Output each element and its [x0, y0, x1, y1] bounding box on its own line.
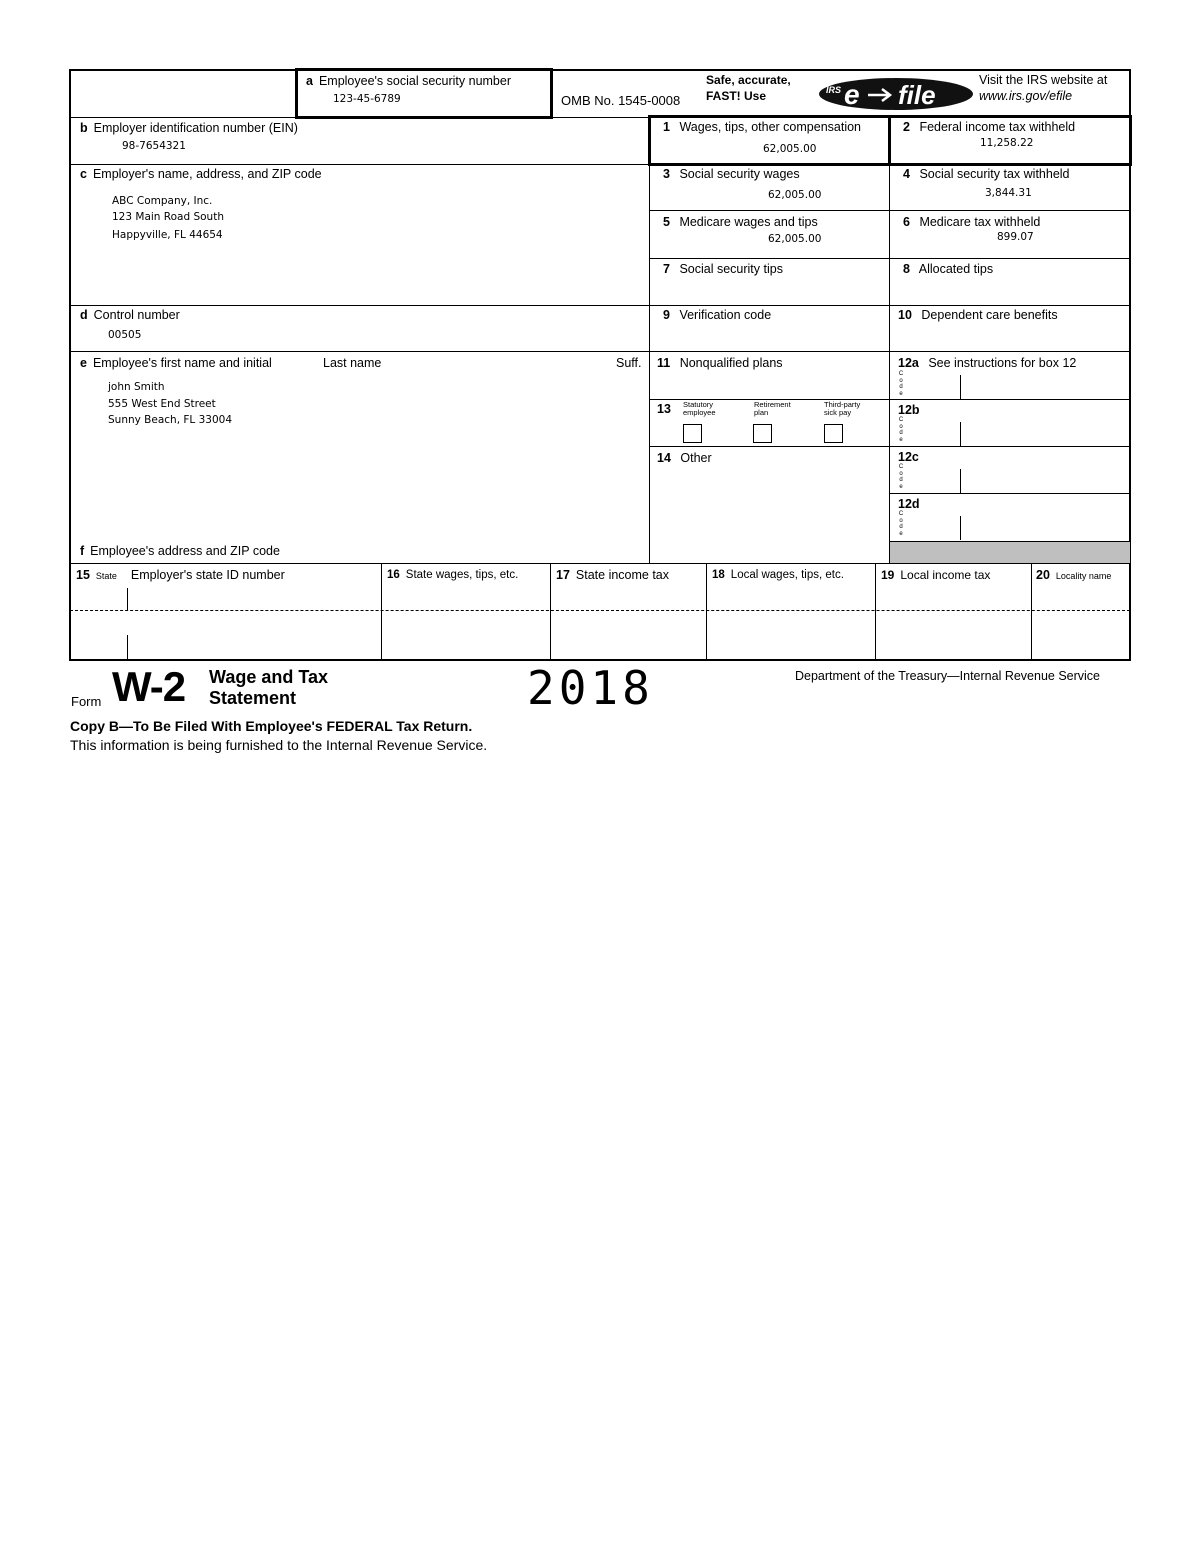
- code-label-12c: C o d e: [898, 464, 904, 490]
- svg-text:file: file: [898, 80, 936, 110]
- box-11-label: 11 Nonqualified plans: [657, 356, 783, 370]
- retirement-label: Retirement plan: [754, 400, 791, 417]
- efile-visit-2: www.irs.gov/efile: [979, 89, 1073, 103]
- box-2-value: 11,258.22: [980, 137, 1034, 149]
- third-party-sick-pay-checkbox[interactable]: [824, 424, 843, 443]
- box-e-suffix-label: Suff.: [616, 356, 642, 370]
- code-label-12a: C o d e: [898, 371, 904, 397]
- ein-value: 98-7654321: [122, 140, 186, 152]
- box-9-label: 9 Verification code: [663, 308, 772, 322]
- box-15-label: 15 State Employer's state ID number: [76, 568, 285, 582]
- box-f-label: f Employee's address and ZIP code: [80, 544, 280, 558]
- box-d-label: d Control number: [80, 308, 180, 322]
- box-7-label: 7 Social security tips: [663, 262, 783, 276]
- box-c-label: c Employer's name, address, and ZIP code: [80, 167, 322, 181]
- box-e-last-name-label: Last name: [323, 356, 382, 370]
- box-12d-label: 12d: [898, 497, 920, 511]
- box-3-label: 3 Social security wages: [663, 167, 800, 181]
- copy-b-line: Copy B—To Be Filed With Employee's FEDERAL Tax Return.: [70, 718, 473, 734]
- box-18-label: 18 Local wages, tips, etc.: [712, 569, 844, 581]
- efile-tagline-1: Safe, accurate,: [706, 73, 791, 87]
- form-title-1: Wage and Tax: [209, 667, 329, 687]
- box-1-value: 62,005.00: [763, 143, 817, 155]
- box-3-value: 62,005.00: [768, 189, 822, 201]
- box-12b-label: 12b: [898, 403, 920, 417]
- employee-city: Sunny Beach, FL 33004: [108, 414, 233, 426]
- box-12a-label: 12a See instructions for box 12: [898, 356, 1077, 370]
- employer-street: 123 Main Road South: [112, 211, 224, 223]
- employer-name: ABC Company, Inc.: [112, 195, 213, 207]
- box-b-label: b Employer identification number (EIN): [80, 121, 298, 135]
- box-12c-label: 12c: [898, 450, 919, 464]
- irs-efile-logo: [818, 77, 974, 111]
- form-word: Form: [71, 694, 102, 709]
- box-4-label: 4 Social security tax withheld: [903, 167, 1070, 181]
- box-6-value: 899.07: [997, 231, 1034, 243]
- state-row-divider: [70, 610, 1130, 611]
- retirement-plan-checkbox[interactable]: [753, 424, 772, 443]
- efile-visit-1: Visit the IRS website at: [979, 73, 1108, 87]
- box-16-label: 16 State wages, tips, etc.: [387, 569, 519, 581]
- box-19-label: 19 Local income tax: [881, 568, 991, 582]
- code-label-12d: C o d e: [898, 511, 904, 537]
- code-label-12b: C o d e: [898, 417, 904, 443]
- box-17-label: 17 State income tax: [556, 568, 670, 582]
- omb-number: OMB No. 1545-0008: [561, 93, 681, 108]
- form-name: W-2: [112, 663, 186, 710]
- box-a-label: a Employee's social security number: [306, 74, 512, 88]
- box-13-num: 13: [657, 402, 671, 416]
- box-1-label: 1 Wages, tips, other compensation: [663, 120, 862, 134]
- box-5-value: 62,005.00: [768, 233, 822, 245]
- box-20-label: 20 Locality name: [1036, 568, 1112, 582]
- box-8-label: 8 Allocated tips: [903, 262, 994, 276]
- svg-text:e: e: [844, 79, 860, 110]
- box-2-label: 2 Federal income tax withheld: [903, 120, 1076, 134]
- box-14-label: 14 Other: [657, 451, 712, 465]
- efile-tagline-2: FAST! Use: [706, 89, 767, 103]
- thirdparty-label: Third-party sick pay: [824, 400, 861, 417]
- shaded-area: [890, 541, 1130, 563]
- form-title-2: Statement: [209, 688, 297, 708]
- tax-year: 2018: [527, 661, 654, 715]
- ssn-value: 123-45-6789: [333, 93, 401, 105]
- employee-name: john Smith: [108, 381, 165, 393]
- box-6-label: 6 Medicare tax withheld: [903, 215, 1041, 229]
- svg-text:IRS: IRS: [826, 85, 842, 95]
- info-line: This information is being furnished to the Internal Revenue Service.: [70, 737, 488, 753]
- control-number-value: 00505: [108, 329, 142, 341]
- dept-line: Department of the Treasury—Internal Revenue Service: [795, 669, 1101, 683]
- box-10-label: 10 Dependent care benefits: [898, 308, 1058, 322]
- box-5-label: 5 Medicare wages and tips: [663, 215, 818, 229]
- employer-city: Happyville, FL 44654: [112, 229, 223, 241]
- statutory-employee-checkbox[interactable]: [683, 424, 702, 443]
- statutory-label: Statutory employee: [683, 400, 716, 417]
- employee-street: 555 West End Street: [108, 398, 216, 410]
- box-4-value: 3,844.31: [985, 187, 1032, 199]
- box-e-label: e Employee's first name and initial: [80, 356, 272, 370]
